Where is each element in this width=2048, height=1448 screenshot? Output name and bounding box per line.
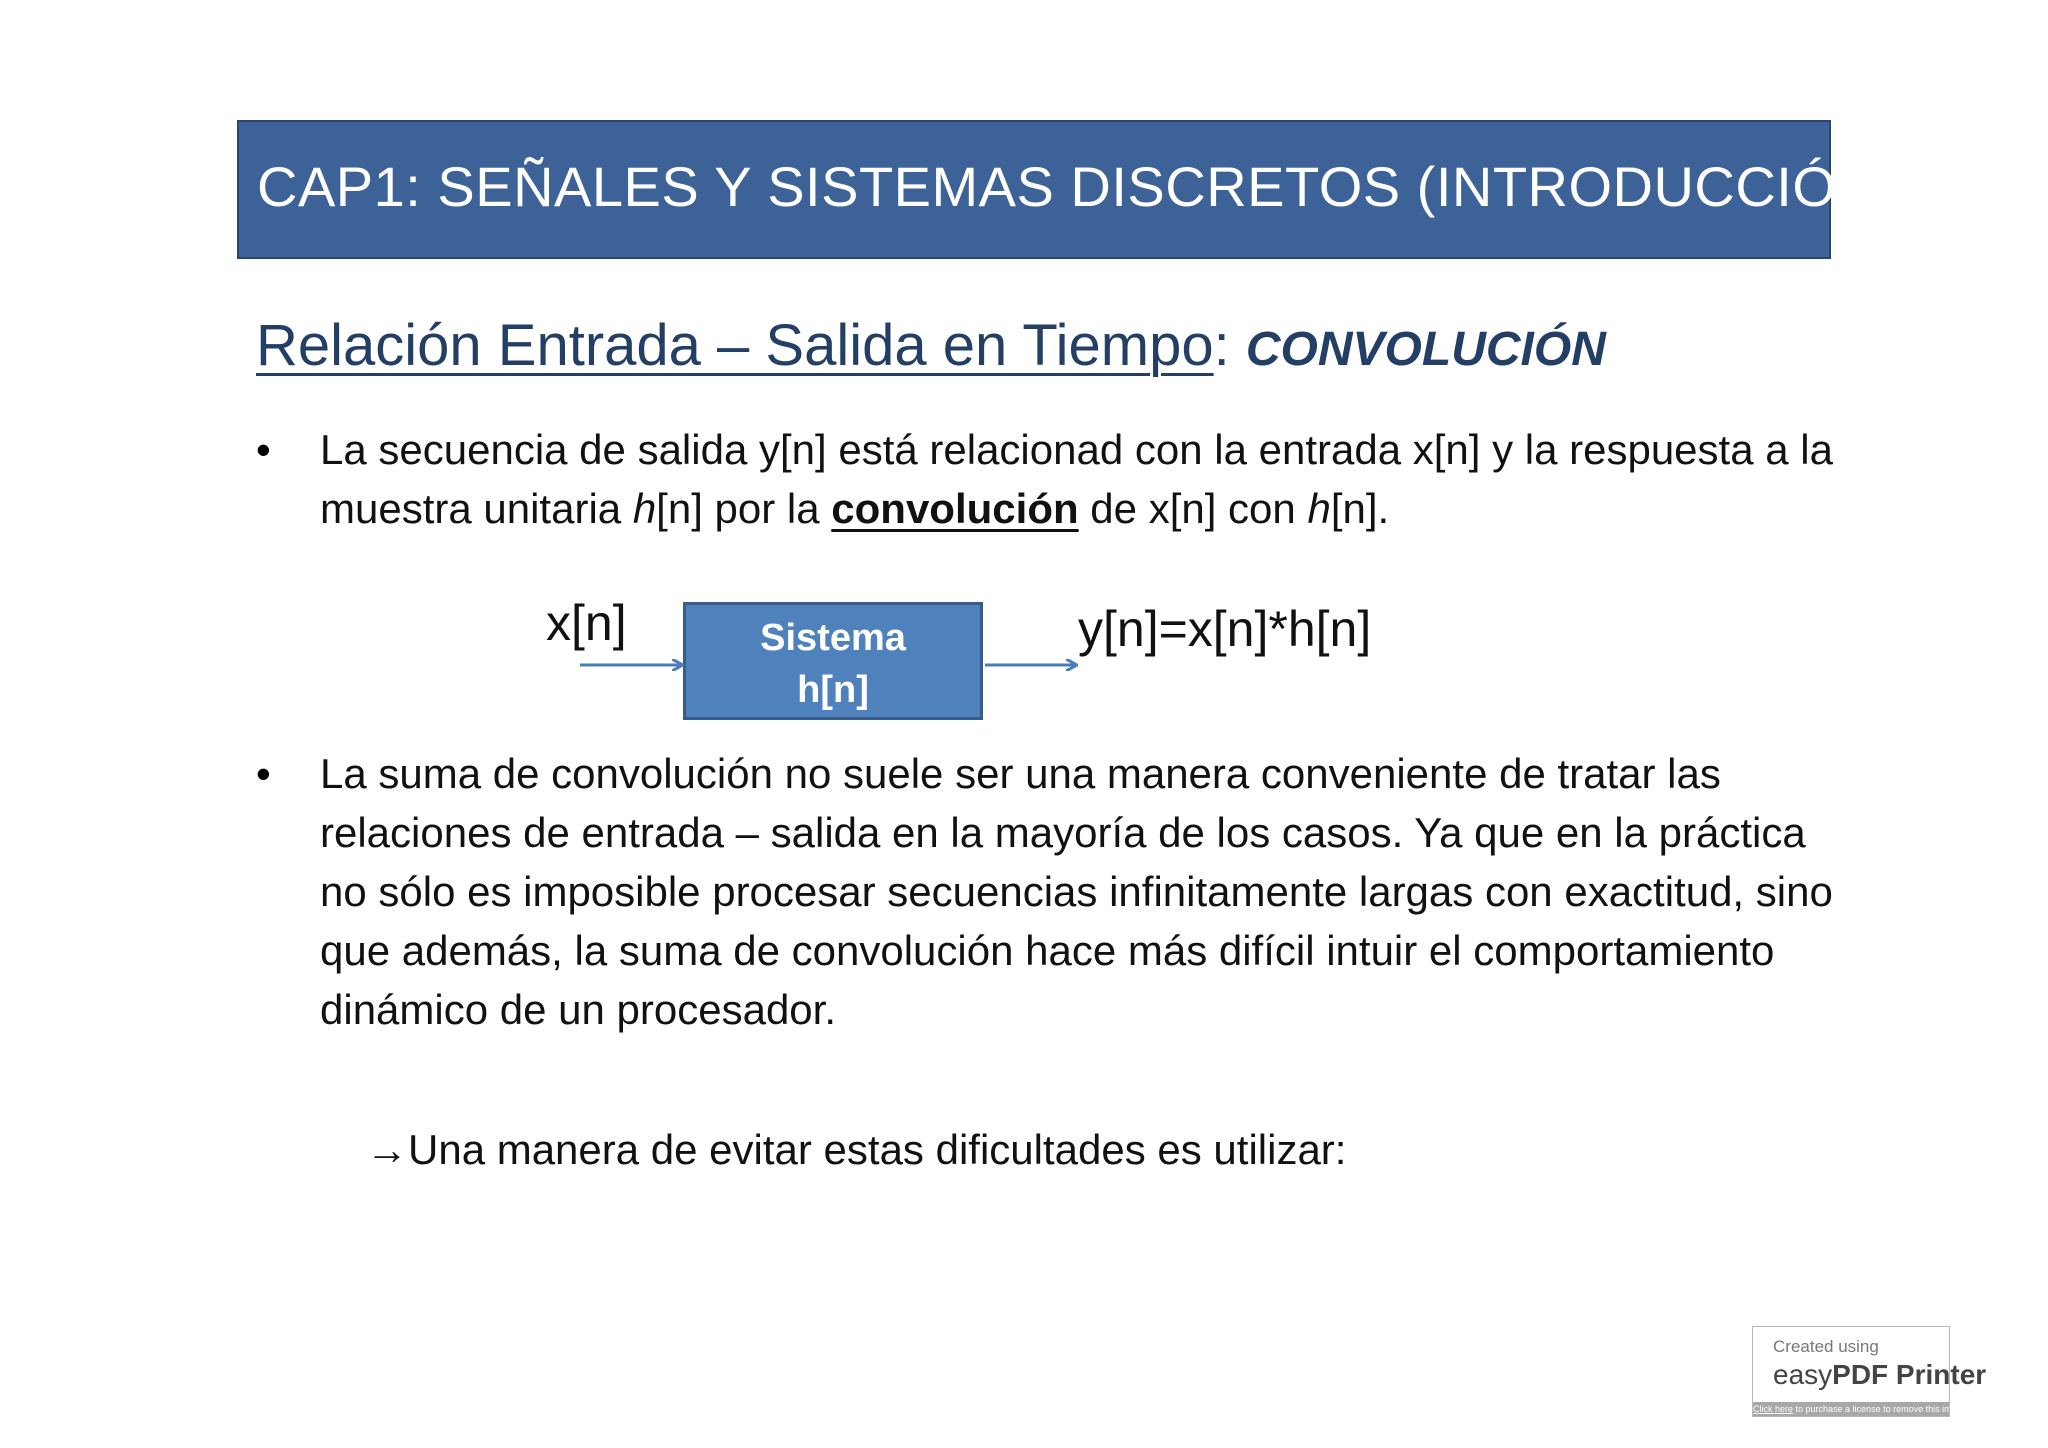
subtitle-underlined: Relación Entrada – Salida en Tiempo — [256, 313, 1214, 378]
easypdf-watermark[interactable] — [1752, 1326, 1987, 1417]
diagram-input-label: x[n] — [546, 595, 627, 651]
slide-subtitle — [256, 312, 1606, 379]
bullet1-h1: h — [632, 485, 657, 532]
bullet-text-2: La suma de convolución no suele ser una manera conveniente de tratar las relaciones de entrada – salida en la mayoría de los casos. Ya que en la práctica no sólo es imposible procesar secuencias infinitamente largas con exactitud, sino que además, la suma de convolución hace más difícil intuir el comportamiento dinámico de un procesador. — [320, 750, 1833, 1033]
title-bar — [237, 120, 1897, 259]
bullet1-h2: h — [1307, 485, 1331, 532]
bullet1-convolucion: convolución — [831, 485, 1079, 532]
watermark-footer-text: to purchase a license to remove this image — [1793, 1404, 1967, 1414]
slide-title: CAP1: SEÑALES Y SISTEMAS DISCRETOS (INTRODUCCIÓN) — [257, 155, 1897, 218]
system-line-1: Sistema — [760, 617, 906, 659]
bullet-marker-2: • — [256, 750, 271, 797]
bullet1-part4: [n]. — [1330, 485, 1390, 532]
system-box — [683, 602, 983, 720]
right-arrow-icon: → — [366, 1126, 408, 1173]
diagram-output-label: y[n]=x[n]*h[n] — [1078, 601, 1372, 657]
subtitle-emphasis: CONVOLUCIÓN — [1245, 323, 1606, 376]
watermark-brand-bold: PDF Printer — [1832, 1359, 1987, 1390]
watermark-click-here-link[interactable]: Click here — [1753, 1404, 1794, 1414]
watermark-created: Created using — [1773, 1337, 1879, 1356]
bullet1-part2: [n] por la — [656, 485, 832, 532]
bullet-text-1 — [320, 420, 1840, 538]
arrow-line — [366, 1120, 1346, 1179]
system-line-2: h[n] — [797, 669, 869, 711]
watermark-brand — [1773, 1359, 1986, 1391]
subtitle-colon: : — [1213, 313, 1230, 378]
watermark-footer — [1753, 1402, 1967, 1416]
bullet1-part3: de x[n] con — [1078, 485, 1308, 532]
arrow-line-text: Una manera de evitar estas dificultades es utilizar: — [408, 1126, 1347, 1173]
bullet1-part1: La secuencia de salida y[n] está relacionad con la entrada x[n] y la respuesta a la muestra unitaria — [320, 426, 1833, 532]
watermark-brand-prefix: easy — [1773, 1359, 1833, 1390]
bullet-marker-1: • — [256, 426, 271, 473]
